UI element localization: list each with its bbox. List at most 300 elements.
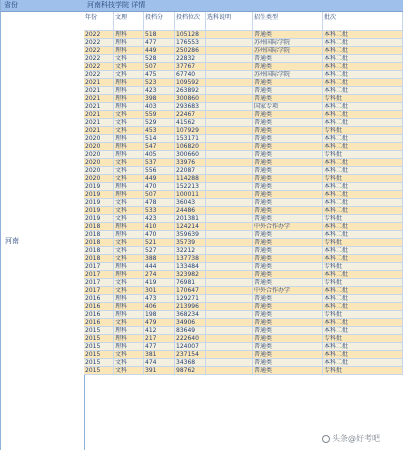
table-cell (206, 335, 253, 343)
table-cell: 理科 (114, 183, 144, 191)
table-cell (206, 295, 253, 303)
table-cell: 文科 (114, 367, 144, 375)
table-cell: 2022 (84, 39, 114, 47)
table-row (84, 159, 403, 167)
table-cell: 理科 (114, 47, 144, 55)
table-cell: 理科 (114, 87, 144, 95)
table-cell (206, 167, 253, 175)
table-cell: 37767 (175, 63, 206, 71)
table-cell: 76981 (175, 279, 206, 287)
admission-table (84, 12, 403, 375)
table-row (84, 215, 403, 223)
table-row (84, 231, 403, 239)
col-year: 年份 (84, 12, 114, 31)
table-cell: 本科二批 (323, 327, 403, 335)
table-row (84, 95, 403, 103)
table-cell: 普通类 (253, 199, 323, 207)
table-cell: 2022 (84, 47, 114, 55)
table-cell: 苏州国际学院 (253, 47, 323, 55)
table-cell: 2021 (84, 79, 114, 87)
table-cell: 本科二批 (323, 159, 403, 167)
table-cell: 201381 (175, 215, 206, 223)
table-cell: 理科 (114, 191, 144, 199)
table-cell: 300860 (175, 95, 206, 103)
table-cell: 本科二批 (323, 343, 403, 351)
table-row (84, 47, 403, 55)
table-cell (206, 103, 253, 111)
table-row (84, 239, 403, 247)
table-cell (206, 47, 253, 55)
table-cell: 124007 (175, 343, 206, 351)
table-cell: 388 (144, 255, 175, 263)
table-cell: 403 (144, 103, 175, 111)
table-row (84, 103, 403, 111)
table-cell: 本科二批 (323, 135, 403, 143)
table-cell: 2021 (84, 95, 114, 103)
table-cell (206, 255, 253, 263)
table-row (84, 31, 403, 39)
table-cell: 文科 (114, 239, 144, 247)
table-cell (206, 239, 253, 247)
table-cell: 2021 (84, 127, 114, 135)
table-cell: 理科 (114, 231, 144, 239)
table-cell (206, 351, 253, 359)
table-cell: 98762 (175, 367, 206, 375)
table-cell: 237154 (175, 351, 206, 359)
camera-icon (322, 435, 330, 443)
table-cell: 2019 (84, 207, 114, 215)
table-cell: 本科二批 (323, 303, 403, 311)
table-cell: 普通类 (253, 367, 323, 375)
table-cell: 普通类 (253, 335, 323, 343)
table-row (84, 63, 403, 71)
table-row (84, 311, 403, 319)
table-cell: 537 (144, 159, 175, 167)
table-cell: 本科二批 (323, 79, 403, 87)
table-cell: 理科 (114, 31, 144, 39)
table-cell: 本科二批 (323, 103, 403, 111)
col-batch: 批次 (323, 12, 403, 31)
table-cell (206, 223, 253, 231)
table-cell: 普通类 (253, 31, 323, 39)
table-cell: 398 (144, 95, 175, 103)
table-cell: 普通类 (253, 319, 323, 327)
table-cell: 100011 (175, 191, 206, 199)
table-cell: 2022 (84, 31, 114, 39)
table-row (84, 71, 403, 79)
table-cell: 2015 (84, 327, 114, 335)
table-cell: 文科 (114, 159, 144, 167)
table-cell: 2018 (84, 247, 114, 255)
table-cell: 2018 (84, 255, 114, 263)
table-cell: 67740 (175, 71, 206, 79)
table-row (84, 303, 403, 311)
table-cell: 理科 (114, 295, 144, 303)
table-cell: 2017 (84, 263, 114, 271)
table-cell: 文科 (114, 279, 144, 287)
table-cell: 文科 (114, 247, 144, 255)
table-cell: 323982 (175, 271, 206, 279)
table-cell: 专科批 (323, 367, 403, 375)
table-cell: 2020 (84, 167, 114, 175)
table-cell: 300660 (175, 151, 206, 159)
table-cell: 2019 (84, 191, 114, 199)
table-cell (206, 63, 253, 71)
table-cell: 普通类 (253, 255, 323, 263)
table-cell: 普通类 (253, 95, 323, 103)
table-cell: 2022 (84, 71, 114, 79)
table-cell: 2015 (84, 359, 114, 367)
table-cell (206, 319, 253, 327)
table-cell: 文科 (114, 175, 144, 183)
table-cell (206, 87, 253, 95)
table-cell: 423 (144, 87, 175, 95)
table-cell: 文科 (114, 119, 144, 127)
table-cell: 理科 (114, 303, 144, 311)
table-cell: 理科 (114, 263, 144, 271)
table-cell: 理科 (114, 327, 144, 335)
table-cell (206, 31, 253, 39)
province-label: 河南 (5, 237, 19, 245)
table-cell: 521 (144, 239, 175, 247)
table-cell: 普通类 (253, 151, 323, 159)
table-cell (206, 343, 253, 351)
table-cell: 普通类 (253, 247, 323, 255)
table-cell: 理科 (114, 95, 144, 103)
table-cell (206, 359, 253, 367)
table-cell (206, 79, 253, 87)
table-cell: 普通类 (253, 111, 323, 119)
table-cell: 专科批 (323, 311, 403, 319)
table-cell: 22087 (175, 167, 206, 175)
table-cell: 518 (144, 31, 175, 39)
table-cell: 293683 (175, 103, 206, 111)
table-cell: 本科二批 (323, 223, 403, 231)
table-header-bar (1, 0, 403, 12)
table-cell: 301 (144, 287, 175, 295)
table-cell (206, 311, 253, 319)
table-cell: 理科 (114, 143, 144, 151)
table-cell: 文科 (114, 287, 144, 295)
table-cell: 2019 (84, 199, 114, 207)
table-cell: 35739 (175, 239, 206, 247)
table-cell: 苏州国际学院 (253, 71, 323, 79)
table-cell: 本科二批 (323, 191, 403, 199)
table-cell: 2021 (84, 119, 114, 127)
table-row (84, 175, 403, 183)
table-cell: 苏州国际学院 (253, 39, 323, 47)
table-cell: 556 (144, 167, 175, 175)
table-row (84, 343, 403, 351)
table-cell (206, 231, 253, 239)
table-row (84, 207, 403, 215)
table-row (84, 39, 403, 47)
table-cell (206, 263, 253, 271)
table-cell: 本科二批 (323, 39, 403, 47)
table-cell: 普通类 (253, 63, 323, 71)
table-cell: 477 (144, 39, 175, 47)
table-cell: 470 (144, 183, 175, 191)
table-cell: 477 (144, 343, 175, 351)
table-cell: 529 (144, 119, 175, 127)
table-cell: 中外合作办学 (253, 223, 323, 231)
table-cell: 文科 (114, 71, 144, 79)
table-head-row (84, 12, 403, 31)
table-row (84, 247, 403, 255)
table-cell: 专科批 (323, 279, 403, 287)
table-cell (206, 247, 253, 255)
table-cell: 2016 (84, 295, 114, 303)
table-cell: 2016 (84, 319, 114, 327)
table-cell: 34906 (175, 319, 206, 327)
table-cell: 普通类 (253, 295, 323, 303)
table-cell: 2021 (84, 103, 114, 111)
table-cell: 359639 (175, 231, 206, 239)
table-cell (206, 119, 253, 127)
table-cell: 2020 (84, 159, 114, 167)
table-row (84, 191, 403, 199)
table-cell: 国家专项 (253, 103, 323, 111)
table-cell: 专科批 (323, 95, 403, 103)
table-cell: 本科二批 (323, 71, 403, 79)
table-cell: 412 (144, 327, 175, 335)
table-cell: 本科二批 (323, 31, 403, 39)
table-cell: 本科二批 (323, 119, 403, 127)
table-cell: 2016 (84, 311, 114, 319)
table-cell (206, 111, 253, 119)
table-row (84, 143, 403, 151)
col-rank: 投档位次 (175, 12, 206, 31)
table-cell (206, 191, 253, 199)
table-row (84, 263, 403, 271)
table-row (84, 119, 403, 127)
table-cell: 普通类 (253, 239, 323, 247)
table-cell (206, 175, 253, 183)
table-cell: 533 (144, 207, 175, 215)
table-cell (206, 207, 253, 215)
table-cell: 专科批 (323, 127, 403, 135)
table-row (84, 271, 403, 279)
table-cell: 理科 (114, 343, 144, 351)
table-cell: 419 (144, 279, 175, 287)
table-cell: 2015 (84, 367, 114, 375)
table-cell: 527 (144, 247, 175, 255)
table-row (84, 335, 403, 343)
col-note: 选科说明 (206, 12, 253, 31)
table-cell: 文科 (114, 111, 144, 119)
table-row (84, 359, 403, 367)
table-row (84, 223, 403, 231)
table-cell: 理科 (114, 103, 144, 111)
table-cell: 507 (144, 191, 175, 199)
table-cell: 2017 (84, 271, 114, 279)
table-row (84, 199, 403, 207)
table-cell: 2017 (84, 287, 114, 295)
table-cell (206, 55, 253, 63)
table-cell: 本科二批 (323, 295, 403, 303)
table-cell: 本科二批 (323, 143, 403, 151)
table-cell: 36043 (175, 199, 206, 207)
table-row (84, 79, 403, 87)
table-row (84, 287, 403, 295)
table-cell: 普通类 (253, 327, 323, 335)
table-cell: 专科批 (323, 263, 403, 271)
table-cell (206, 183, 253, 191)
table-cell: 368234 (175, 311, 206, 319)
table-cell: 274 (144, 271, 175, 279)
table-cell: 2020 (84, 135, 114, 143)
table-cell: 文科 (114, 127, 144, 135)
table-cell: 专科批 (323, 175, 403, 183)
table-cell (206, 279, 253, 287)
table-cell: 文科 (114, 255, 144, 263)
table-cell (206, 127, 253, 135)
table-cell: 普通类 (253, 263, 323, 271)
table-cell: 普通类 (253, 127, 323, 135)
table-cell: 137738 (175, 255, 206, 263)
table-cell: 2021 (84, 87, 114, 95)
table-cell: 普通类 (253, 207, 323, 215)
table-cell: 本科二批 (323, 183, 403, 191)
table-cell: 普通类 (253, 191, 323, 199)
table-cell: 410 (144, 223, 175, 231)
table-cell: 423 (144, 215, 175, 223)
table-cell: 文科 (114, 359, 144, 367)
table-cell (206, 367, 253, 375)
table-cell: 文科 (114, 167, 144, 175)
table-cell: 普通类 (253, 311, 323, 319)
table-row (84, 351, 403, 359)
table-cell: 475 (144, 71, 175, 79)
table-cell: 普通类 (253, 279, 323, 287)
table-cell (206, 327, 253, 335)
table-cell: 普通类 (253, 231, 323, 239)
table-cell: 474 (144, 359, 175, 367)
table-cell: 24486 (175, 207, 206, 215)
table-cell: 2016 (84, 303, 114, 311)
table-cell: 普通类 (253, 79, 323, 87)
table-cell: 2019 (84, 215, 114, 223)
table-cell: 理科 (114, 151, 144, 159)
table-cell: 普通类 (253, 119, 323, 127)
table-cell: 本科二批 (323, 111, 403, 119)
table-cell (206, 159, 253, 167)
table-cell: 本科二批 (323, 167, 403, 175)
table-cell: 528 (144, 55, 175, 63)
table-cell: 本科二批 (323, 231, 403, 239)
table-cell: 理科 (114, 223, 144, 231)
table-cell: 473 (144, 295, 175, 303)
table-cell: 406 (144, 303, 175, 311)
table-cell: 22832 (175, 55, 206, 63)
table-cell (206, 215, 253, 223)
table-cell: 2019 (84, 183, 114, 191)
table-cell: 普通类 (253, 351, 323, 359)
table-cell: 2020 (84, 143, 114, 151)
table-row (84, 183, 403, 191)
table-cell: 普通类 (253, 183, 323, 191)
table-cell: 本科二批 (323, 87, 403, 95)
table-cell: 本科二批 (323, 287, 403, 295)
table-cell (206, 95, 253, 103)
table-cell: 理科 (114, 39, 144, 47)
table-cell: 129271 (175, 295, 206, 303)
table-cell: 405 (144, 151, 175, 159)
table-cell (206, 199, 253, 207)
table-cell: 2018 (84, 231, 114, 239)
table-cell: 理科 (114, 135, 144, 143)
table-cell: 217 (144, 335, 175, 343)
table-cell: 文科 (114, 351, 144, 359)
table-row (84, 295, 403, 303)
table-cell: 176553 (175, 39, 206, 47)
table-cell: 2015 (84, 343, 114, 351)
table-cell: 本科二批 (323, 47, 403, 55)
table-cell: 专科批 (323, 239, 403, 247)
table-cell: 449 (144, 175, 175, 183)
table-cell: 理科 (114, 335, 144, 343)
table-cell: 547 (144, 143, 175, 151)
table-cell (206, 135, 253, 143)
table-row (84, 367, 403, 375)
table-row (84, 55, 403, 63)
table-cell: 22467 (175, 111, 206, 119)
table-cell: 文科 (114, 199, 144, 207)
table-cell: 理科 (114, 311, 144, 319)
watermark (320, 433, 382, 444)
table-cell: 专科批 (323, 151, 403, 159)
table-cell: 专科批 (323, 335, 403, 343)
table-cell: 107929 (175, 127, 206, 135)
table-cell (206, 303, 253, 311)
table-cell: 523 (144, 79, 175, 87)
table-cell (206, 143, 253, 151)
table-cell: 32212 (175, 247, 206, 255)
table-cell: 2018 (84, 239, 114, 247)
table-cell: 449 (144, 47, 175, 55)
table-cell (206, 287, 253, 295)
table-cell: 222640 (175, 335, 206, 343)
table-row (84, 319, 403, 327)
table-cell: 2020 (84, 151, 114, 159)
table-cell (206, 271, 253, 279)
table-cell: 理科 (114, 271, 144, 279)
table-cell: 470 (144, 231, 175, 239)
table-row (84, 87, 403, 95)
table-cell: 106820 (175, 143, 206, 151)
table-row (84, 279, 403, 287)
table-cell: 559 (144, 111, 175, 119)
table-cell: 478 (144, 199, 175, 207)
table-row (84, 327, 403, 335)
table-cell: 2022 (84, 55, 114, 63)
table-cell: 133484 (175, 263, 206, 271)
table-cell: 453 (144, 127, 175, 135)
table-cell: 514 (144, 135, 175, 143)
table-cell: 普通类 (253, 175, 323, 183)
table-row (84, 127, 403, 135)
table-cell: 2022 (84, 63, 114, 71)
table-cell (206, 39, 253, 47)
table-cell: 本科二批 (323, 247, 403, 255)
table-cell (206, 151, 253, 159)
table-cell: 114288 (175, 175, 206, 183)
table-cell: 本科二批 (323, 207, 403, 215)
table-cell: 263892 (175, 87, 206, 95)
table-cell: 普通类 (253, 55, 323, 63)
table-cell: 2015 (84, 335, 114, 343)
table-cell: 2020 (84, 175, 114, 183)
